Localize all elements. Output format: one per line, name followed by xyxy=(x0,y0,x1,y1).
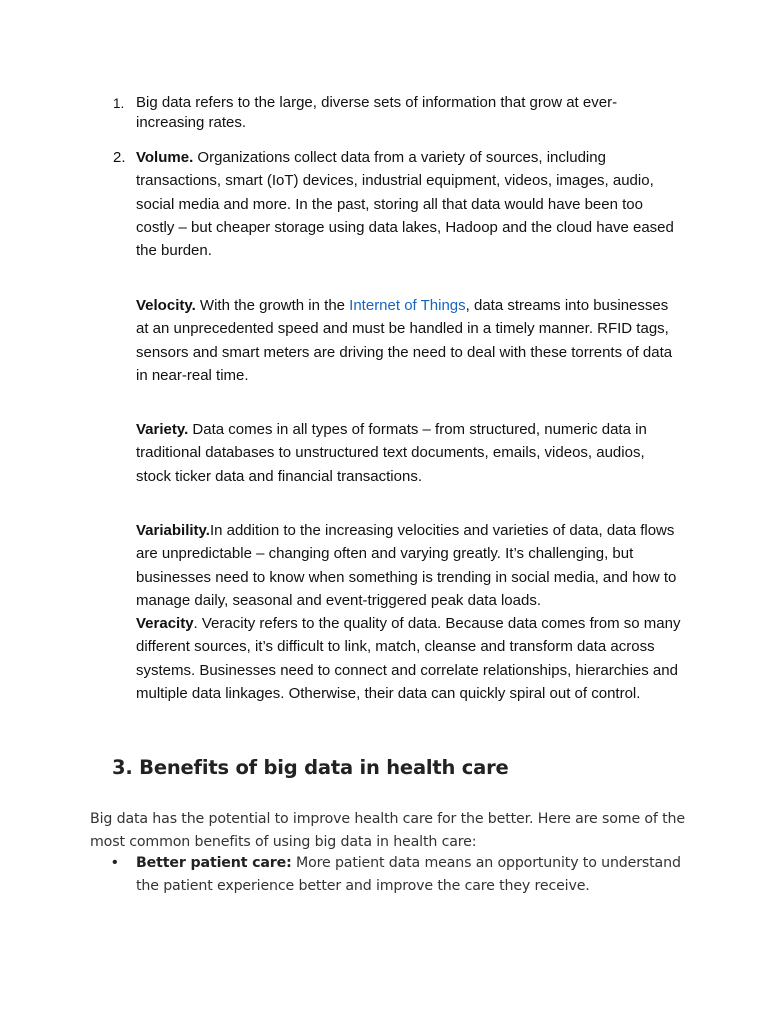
bullet-text: More patient data means an opportunity to understand the patient experience better and improve the care they receive. xyxy=(136,855,681,894)
variety-text: Data comes in all types of formats – from structured, numeric data in traditional databases to unstructured text documents, emails, videos, audios, stock ticker data and financial transactions. xyxy=(136,421,647,485)
section-intro: Big data has the potential to improve health care for the better. Here are some of the most common benefits of using big data in health care: xyxy=(90,811,685,850)
veracity-text: . Veracity refers to the quality of data. Because data comes from so many different sources, it’s difficult to link, match, cleanse and transform data across systems. Businesses need to connect and correlate relationships, hierarchies and multiple data linkages. Otherwise, their data can quickly spiral out of control. xyxy=(136,615,681,702)
list-number: 1. xyxy=(113,96,125,111)
variety-paragraph xyxy=(136,418,681,488)
velocity-text-before: With the growth in the xyxy=(195,297,350,314)
variability-label: Variability. xyxy=(136,522,210,539)
veracity-paragraph xyxy=(136,612,681,705)
velocity-paragraph xyxy=(136,294,681,387)
veracity-label: Veracity xyxy=(136,615,194,632)
volume-text: Organizations collect data from a variety of sources, including transactions, smart (IoT) devices, industrial equipment, videos, images, audio, social media and more. In the past, storing all that data would have been too costly – but cheaper storage using data lakes, Hadoop and the cloud have eased the burden. xyxy=(136,149,674,260)
variability-paragraph xyxy=(136,519,681,612)
variability-text: In addition to the increasing velocities and varieties of data, data flows are unpredictable – changing often and varying greatly. It’s challenging, but businesses need to know when something is trending in social media, and how to manage daily, seasonal and event-triggered peak data loads. xyxy=(136,522,677,609)
list-number: 2. xyxy=(113,149,126,166)
bullet-label: Better patient care: xyxy=(136,855,292,871)
bullet-item-better-patient-care xyxy=(136,852,696,897)
section-heading: 3. Benefits of big data in health care xyxy=(112,756,509,779)
variety-label: Variety. xyxy=(136,421,189,438)
bullet-marker: • xyxy=(112,854,118,871)
volume-paragraph xyxy=(136,146,681,262)
internet-of-things-link[interactable]: Internet of Things xyxy=(349,297,466,314)
velocity-text-after: , data streams into businesses at an unprecedented speed and must be handled in a timely manner. RFID tags, sensors and smart meters are driving the need to deal with these torrents of data in near-real time. xyxy=(136,297,673,384)
volume-label: Volume. xyxy=(136,149,194,166)
velocity-label: Velocity. xyxy=(136,297,196,314)
list-item-text: Big data refers to the large, diverse sets of information that grow at ever-increasing rates. xyxy=(136,94,618,131)
